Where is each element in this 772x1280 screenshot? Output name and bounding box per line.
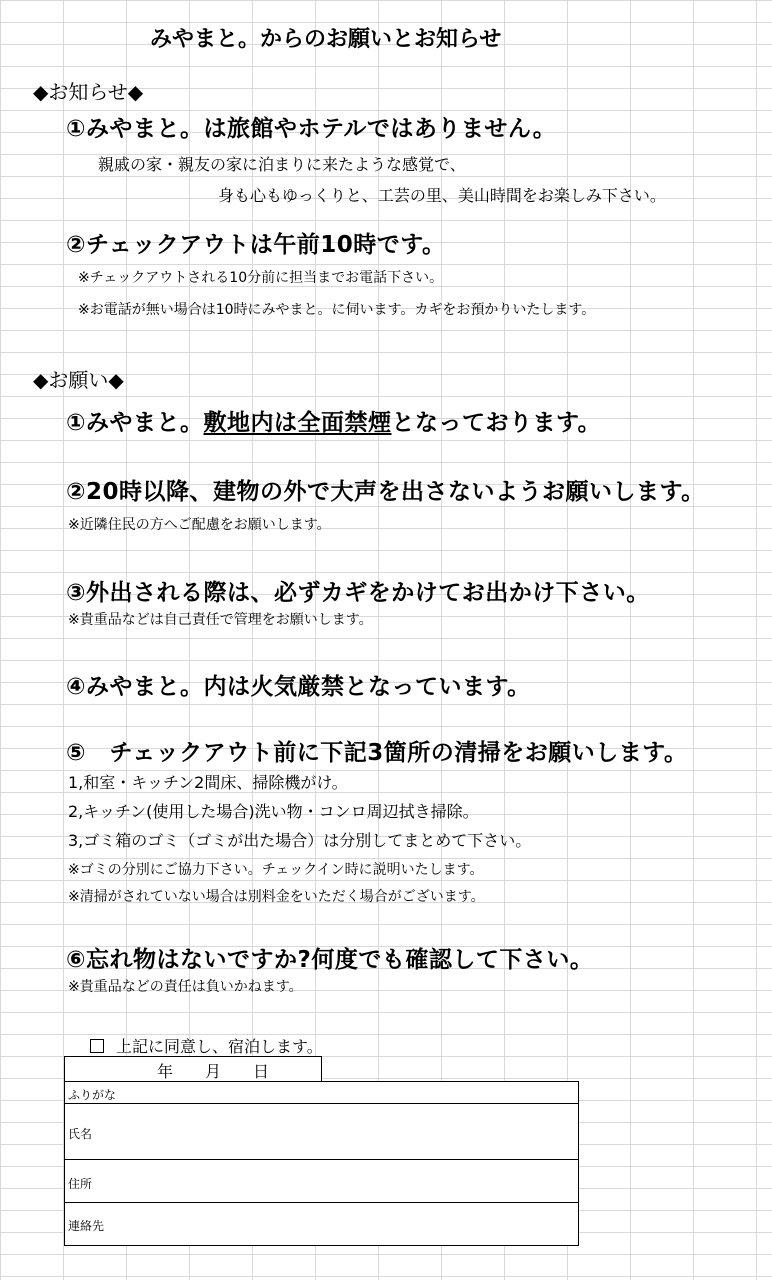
request-5-note-2: ※清掃がされていない場合は別料金をいただく場合がございます。 bbox=[68, 889, 485, 905]
notice-header: ◆お知らせ◆ bbox=[33, 80, 144, 104]
agreement-checkbox[interactable] bbox=[90, 1039, 104, 1053]
request-5-list-item: 1,和室・キッチン2間床、掃除機がけ。 bbox=[68, 773, 348, 792]
date-label: 年 月 日 bbox=[157, 1062, 270, 1081]
registration-form bbox=[64, 1081, 579, 1246]
request-1-prefix: ①みやまと。 bbox=[66, 410, 204, 436]
agreement-line bbox=[90, 1034, 323, 1057]
request-6-note: ※貴重品などの責任は負いかねます。 bbox=[68, 979, 303, 995]
request-1-heading bbox=[66, 404, 601, 437]
request-5-list-item: 2,キッチン(使用した場合)洗い物・コンロ周辺拭き掃除。 bbox=[68, 802, 479, 821]
notice-item-1-line-1: 親戚の家・親友の家に泊まりに来たような感覚で、 bbox=[98, 155, 466, 174]
request-4-heading: ④みやまと。内は火気厳禁となっています。 bbox=[66, 674, 531, 700]
request-6-heading: ⑥忘れ物はないですか?何度でも確認して下さい。 bbox=[66, 947, 594, 973]
name-label: 氏名 bbox=[68, 1127, 93, 1141]
notice-item-2-note-2: ※お電話が無い場合は10時にみやまと。に伺います。カギをお預かりいたします。 bbox=[78, 302, 596, 318]
request-2-note: ※近隣住民の方へご配慮をお願いします。 bbox=[68, 517, 331, 533]
contact-label: 連絡先 bbox=[68, 1219, 105, 1233]
furigana-row[interactable] bbox=[65, 1082, 578, 1104]
request-5-list-item: 3,ゴミ箱のゴミ（ゴミが出た場合）は分別してまとめて下さい。 bbox=[68, 831, 532, 850]
no-smoking-emphasis: 敷地内は全面禁煙 bbox=[203, 410, 392, 436]
request-1-suffix: となっております。 bbox=[391, 410, 602, 436]
agreement-text: 上記に同意し、宿泊します。 bbox=[116, 1037, 323, 1056]
address-row[interactable] bbox=[65, 1160, 578, 1203]
request-5-heading: ⑤ チェックアウト前に下記3箇所の清掃をお願いします。 bbox=[66, 740, 688, 766]
request-2-heading: ②20時以降、建物の外で大声を出さないようお願いします。 bbox=[66, 479, 705, 505]
notice-item-2-note-1: ※チェックアウトされる10分前に担当までお電話下さい。 bbox=[78, 270, 444, 286]
page-title: みやまと。からのお願いとお知らせ bbox=[150, 27, 502, 52]
address-label: 住所 bbox=[68, 1177, 93, 1191]
date-box[interactable] bbox=[64, 1056, 322, 1083]
request-3-note: ※貴重品などは自己責任で管理をお願いします。 bbox=[68, 612, 373, 628]
name-row[interactable] bbox=[65, 1104, 578, 1160]
request-3-heading: ③外出される際は、必ずカギをかけてお出かけ下さい。 bbox=[66, 580, 650, 606]
notice-item-1-heading: ①みやまと。は旅館やホテルではありません。 bbox=[66, 116, 557, 142]
request-5-note-1: ※ゴミの分別にご協力下さい。チェックイン時に説明いたします。 bbox=[68, 862, 484, 878]
contact-row[interactable] bbox=[65, 1203, 578, 1245]
notice-item-2-heading: ②チェックアウトは午前10時です。 bbox=[66, 232, 446, 258]
furigana-label: ふりがな bbox=[68, 1088, 117, 1102]
notice-item-1-line-2: 身も心もゆっくりと、工芸の里、美山時間をお楽しみ下さい。 bbox=[218, 186, 666, 205]
requests-header: ◆お願い◆ bbox=[33, 368, 124, 392]
